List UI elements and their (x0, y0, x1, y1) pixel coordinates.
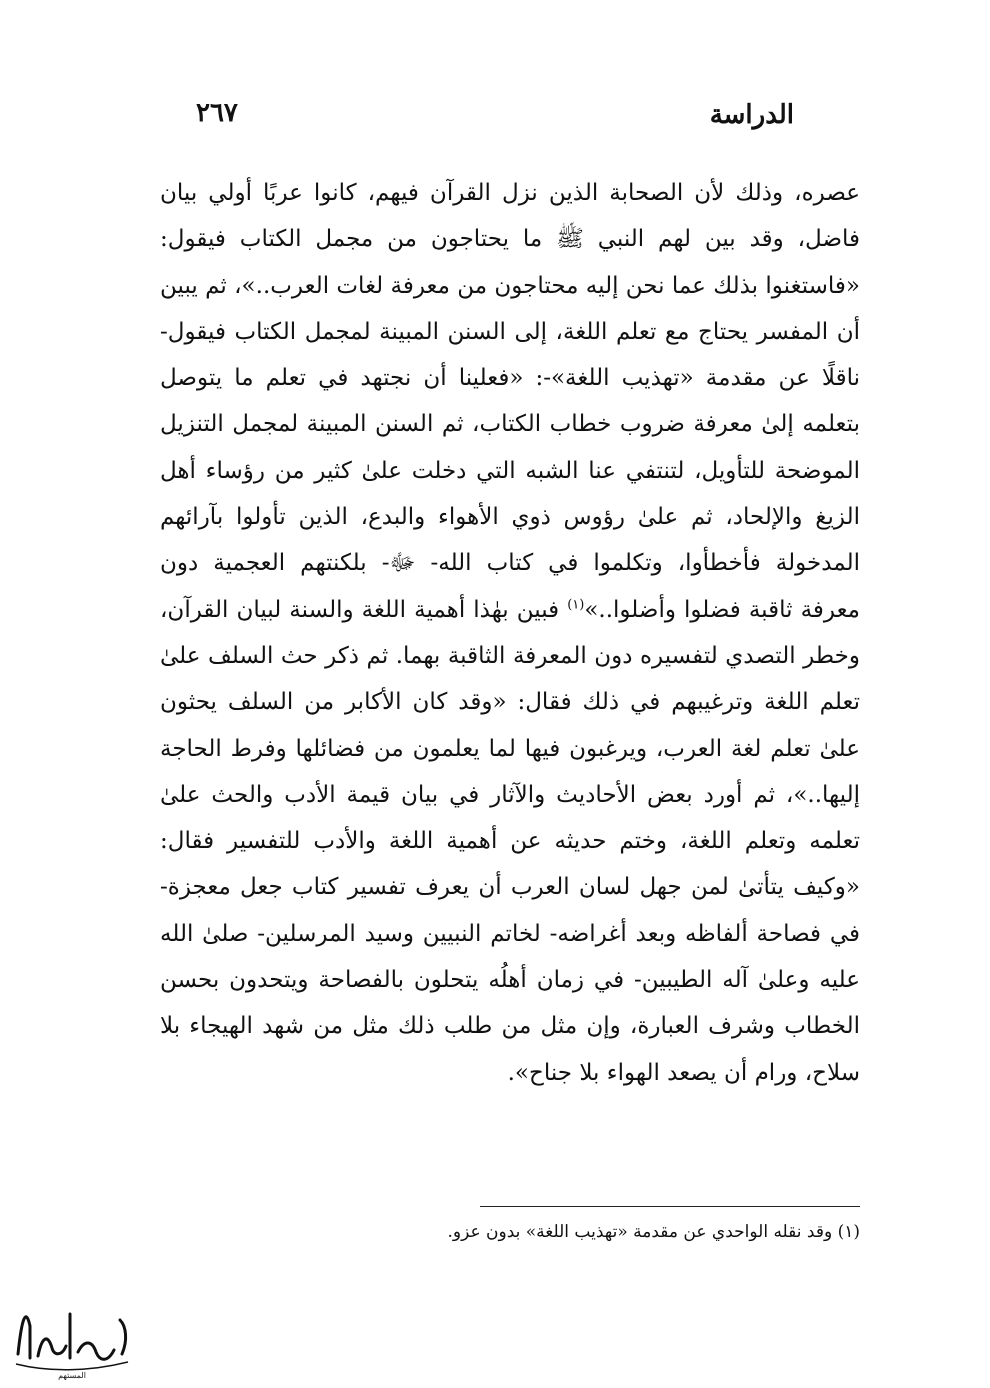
body-line: فاضل، وقد بين لهم النبي ﷺ ما يحتاجون من مجمل الكتاب فيقول: (160, 226, 860, 253)
body-line: الموضحة للتأويل، لتنتفي عنا الشبه التي دخلت علىٰ كثير من رؤساء أهل (160, 457, 860, 484)
body-line: الخطاب وشرف العبارة، وإن مثل من طلب ذلك مثل من شهد الهيجاء بلا (160, 1013, 860, 1040)
page-number: ٢٦٧ (196, 98, 238, 128)
logo-text: المستهم (58, 1371, 86, 1380)
body-line: علىٰ تعلم لغة العرب، ويرغبون فيها لما يعلمون من فضائلها وفرط الحاجة (160, 735, 860, 762)
body-line: أن المفسر يحتاج مع تعلم اللغة، إلى السنن المبينة لمجمل الكتاب فيقول- (160, 318, 860, 345)
body-line: «فاستغنوا بذلك عما نحن إليه محتاجون من معرفة لغات العرب..»، ثم يبين (160, 272, 860, 299)
body-line: «وكيف يتأتىٰ لمن جهل لسان العرب أن يعرف تفسير كتاب جعل معجزة- (160, 874, 860, 901)
body-line-last: سلاح، ورام أن يصعد الهواء بلا جناح». (507, 1059, 860, 1086)
body-line: إليها..»، ثم أورد بعض الأحاديث والآثار في بيان قيمة الأدب والحث علىٰ (160, 781, 860, 808)
body-line: بتعلمه إلىٰ معرفة ضروب خطاب الكتاب، ثم السنن المبينة لمجمل التنزيل (160, 411, 860, 438)
body-line: في فصاحة ألفاظه وبعد أغراضه- لخاتم النبيين وسيد المرسلين- صلىٰ الله (160, 920, 860, 947)
body-line: عصره، وذلك لأن الصحابة الذين نزل القرآن فيهم، كانوا عربًا أولي بيان (160, 180, 860, 206)
footnote-divider (480, 1206, 860, 1207)
body-line: المدخولة فأخطأوا، وتكلموا في كتاب الله- ﷻ- بلكنتهم العجمية دون (160, 550, 860, 577)
body-line: عليه وعلىٰ آله الطيبين- في زمان أهلُه يتحلون بالفصاحة ويتحدون بحسن (160, 967, 860, 994)
body-line-with-footnote (160, 587, 860, 633)
footnote-marker: (١) (567, 597, 585, 613)
publisher-logo (8, 1296, 138, 1380)
body-line: وخطر التصدي لتفسيره دون المعرفة الثاقبة بهما. ثم ذكر حث السلف علىٰ (160, 642, 860, 669)
body-text (160, 170, 860, 1096)
body-line-segment: معرفة ثاقبة فضلوا وأضلوا..» (584, 596, 860, 623)
body-line: تعلمه وتعلم اللغة، وختم حديثه عن أهمية اللغة والأدب للتفسير فقال: (160, 828, 860, 855)
body-line: ناقلًا عن مقدمة «تهذيب اللغة»-: «فعلينا أن نجتهد في تعلم ما يتوصل (160, 365, 860, 392)
body-line: تعلم اللغة وترغيبهم في ذلك فقال: «وقد كان الأكابر من السلف يحثون (160, 689, 860, 716)
body-line-segment: فبين بهٰذا أهمية اللغة والسنة لبيان القرآن، (160, 596, 568, 623)
running-title: الدراسة (709, 100, 794, 130)
footnote: (١) وقد نقله الواحدي عن مقدمة «تهذيب اللغة» بدون عزو. (447, 1222, 860, 1242)
body-line: الزيغ والإلحاد، ثم علىٰ رؤوس ذوي الأهواء والبدع، الذين تأولوا بآرائهم (160, 504, 860, 531)
